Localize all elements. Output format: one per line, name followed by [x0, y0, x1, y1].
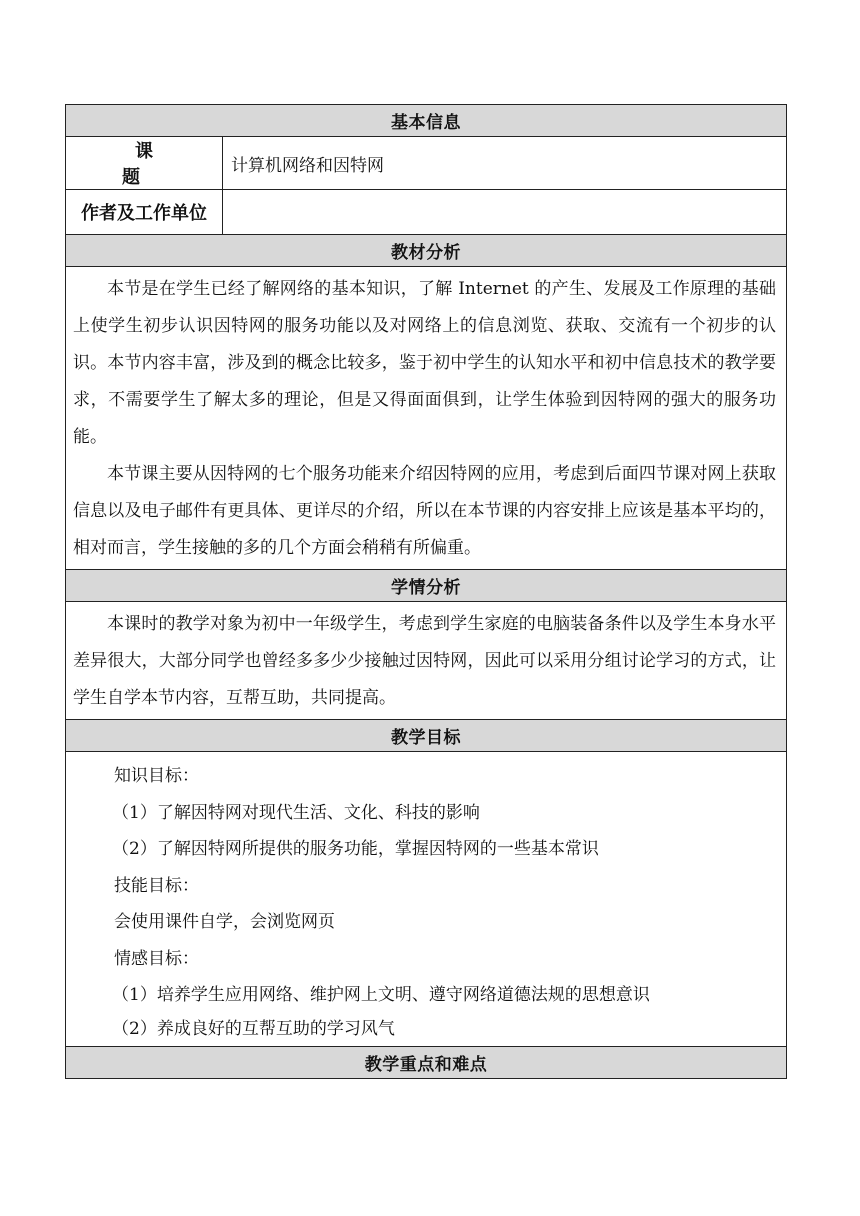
skill-goals-title: 技能目标：	[114, 875, 199, 896]
topic-value: 计算机网络和因特网	[223, 137, 787, 190]
author-row	[66, 190, 787, 235]
key-points-header: 教学重点和难点	[66, 1046, 787, 1078]
author-value	[223, 190, 787, 235]
student-analysis-content	[66, 602, 787, 720]
lesson-plan-table	[65, 104, 787, 1079]
skill-goal-item: 会使用课件自学，会浏览网页	[114, 912, 335, 932]
student-analysis-paragraph: 本课时的教学对象为初中一年级学生，考虑到学生家庭的电脑装备条件以及学生本身水平差异很大，大部分同学也曾经多多少少接触过因特网，因此可以采用分组讨论学习的方式，让学生自学本节内容，互帮互助，共同提高。	[73, 614, 776, 708]
material-analysis-row	[66, 267, 787, 570]
teaching-goals-content	[66, 752, 787, 1047]
material-analysis-paragraph-2: 本节课主要从因特网的七个服务功能来介绍因特网的应用，考虑到后面四节课对网上获取信息以及电子邮件有更具体、更详尽的介绍，所以在本节课的内容安排上应该是基本平均的，相对而言，学生接触的多的几个方面会稍稍有所偏重。	[73, 464, 776, 558]
material-analysis-content	[66, 267, 787, 570]
knowledge-goal-item-2: （2）了解因特网所提供的服务功能，掌握因特网的一些基本常识	[112, 839, 599, 859]
emotion-goal-item-1: （1）培养学生应用网络、维护网上文明、遵守网络道德法规的思想意识	[112, 985, 650, 1005]
topic-row	[66, 137, 787, 190]
material-analysis-header: 教材分析	[66, 235, 787, 267]
emotion-goal-item-2: （2）养成良好的互帮互助的学习风气	[112, 1018, 395, 1039]
basic-info-header: 基本信息	[66, 105, 787, 137]
author-label: 作者及工作单位	[66, 190, 223, 235]
topic-label: 课 题	[66, 137, 223, 190]
student-analysis-header-row	[66, 570, 787, 602]
teaching-goals-header-row	[66, 720, 787, 752]
knowledge-goal-item-1: （1）了解因特网对现代生活、文化、科技的影响	[112, 802, 480, 823]
emotion-goals-title: 情感目标：	[114, 948, 199, 969]
student-analysis-header: 学情分析	[66, 570, 787, 602]
knowledge-goals-title: 知识目标：	[114, 766, 199, 786]
material-analysis-header-row	[66, 235, 787, 267]
student-analysis-row	[66, 602, 787, 720]
key-points-header-row	[66, 1046, 787, 1078]
basic-info-header-row	[66, 105, 787, 137]
teaching-goals-row	[66, 752, 787, 1047]
teaching-goals-header: 教学目标	[66, 720, 787, 752]
material-analysis-paragraph-1: 本节是在学生已经了解网络的基本知识，了解 Internet 的产生、发展及工作原理的基础上使学生初步认识因特网的服务功能以及对网络上的信息浏览、获取、交流有一个初步的认识。本节内容丰富，涉及到的概念比较多，鉴于初中学生的认知水平和初中信息技术的教学要求，不需要学生了解太多的理论，但是又得面面俱到，让学生体验到因特网的强大的服务功能。	[73, 279, 776, 447]
